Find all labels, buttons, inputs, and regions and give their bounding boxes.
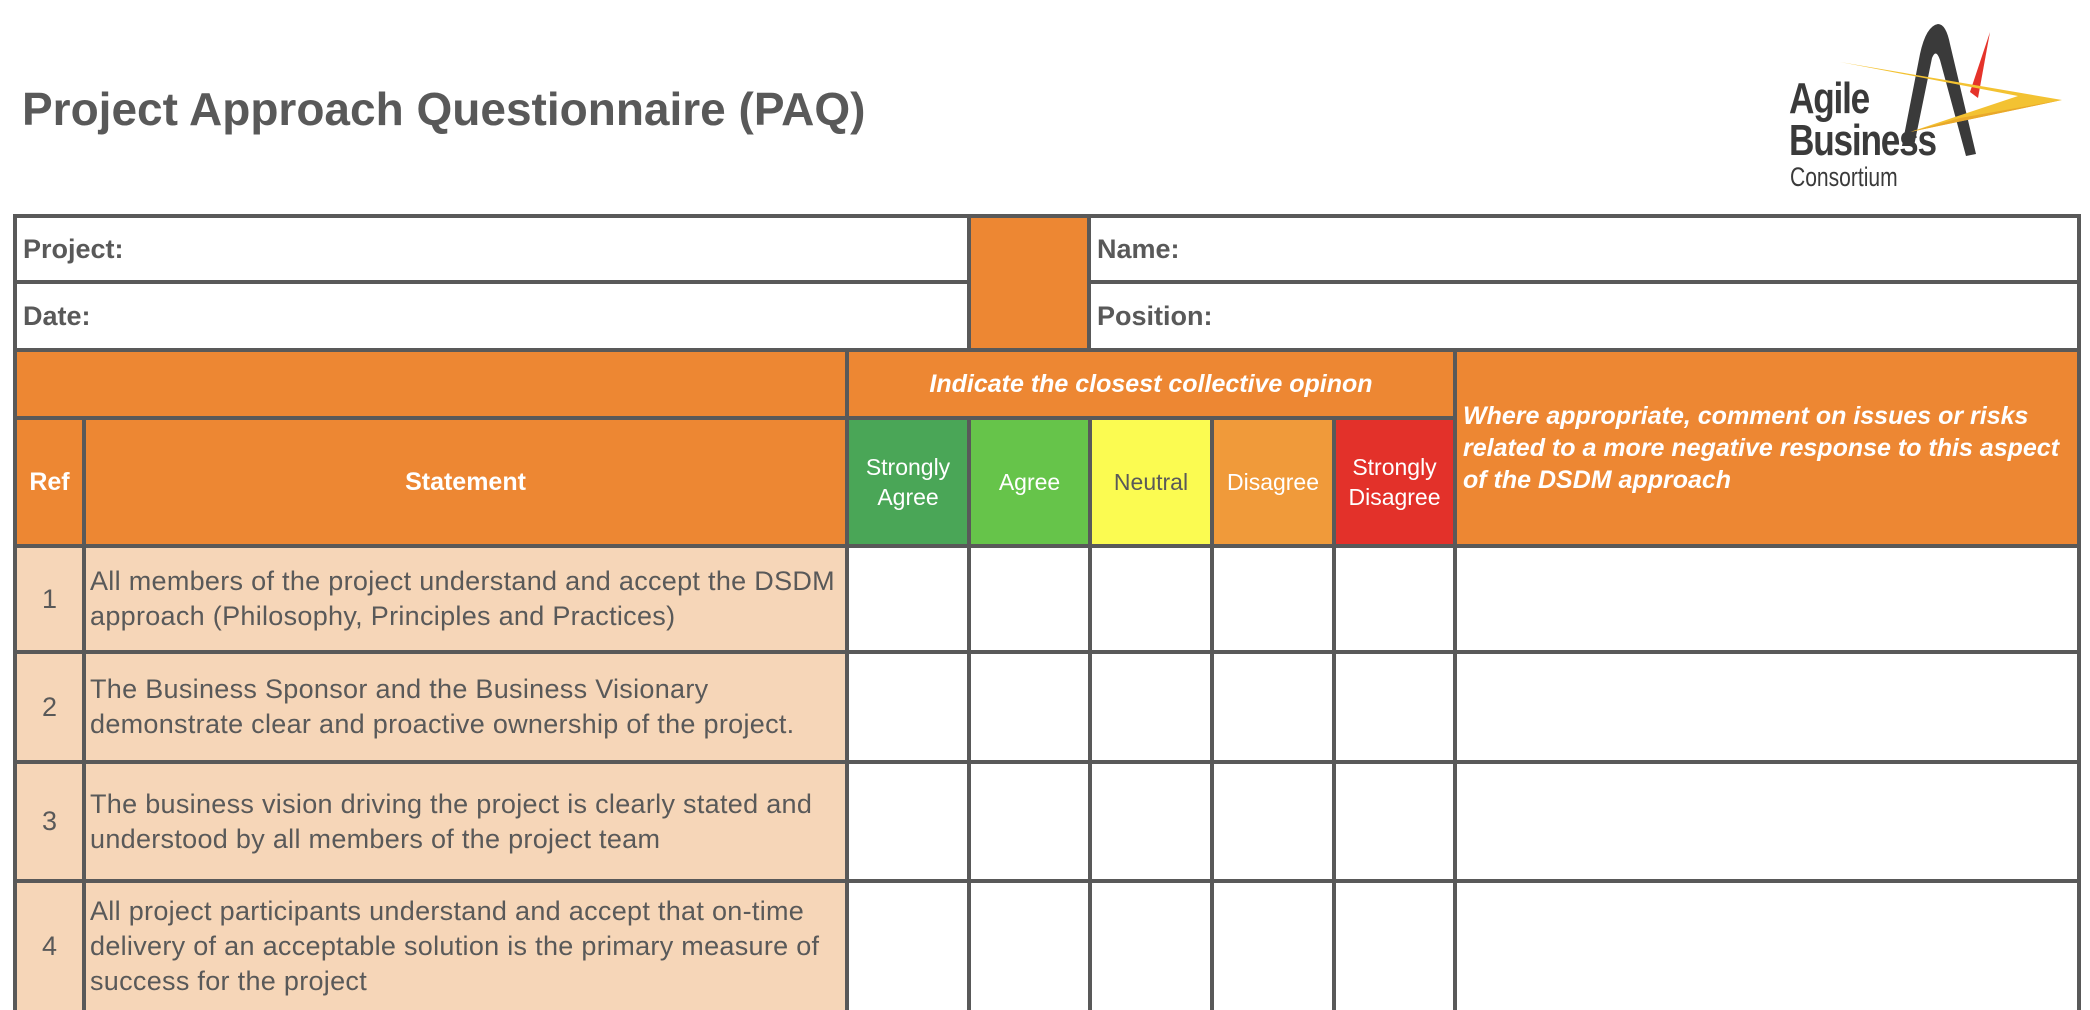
comment-header-text: Where appropriate, comment on issues or risks related to a more negative response to this aspect of the DSDM approach [1463, 402, 2060, 494]
comment-header [1453, 348, 2081, 548]
response-cell[interactable] [1210, 879, 1336, 1010]
row-statement: The business vision driving the project is clearly stated and understood by all members of the project team [82, 760, 849, 883]
logo-word-agile: Agile [1789, 74, 1870, 123]
option-header-1 [845, 416, 971, 548]
option-header-2 [967, 416, 1092, 548]
response-cell[interactable] [1088, 650, 1214, 764]
response-cell[interactable] [1332, 650, 1457, 764]
response-cell[interactable] [1210, 544, 1336, 654]
response-cell[interactable] [845, 650, 971, 764]
response-cell[interactable] [1210, 650, 1336, 764]
response-cell[interactable] [967, 879, 1092, 1010]
name-label: Name: [1097, 233, 1180, 264]
option-header-label: Strongly Disagree [1348, 454, 1441, 510]
project-field[interactable] [13, 214, 971, 284]
response-cell[interactable] [845, 760, 971, 883]
position-label: Position: [1097, 300, 1213, 331]
row-statement: All project participants understand and accept that on-time delivery of an acceptable solution is the primary measure of success for the project [82, 879, 849, 1010]
logo-word-consortium: Consortium [1790, 162, 1898, 192]
row-statement: The Business Sponsor and the Business Visionary demonstrate clear and proactive ownership of the project. [82, 650, 849, 764]
name-field[interactable] [1087, 214, 2081, 284]
response-cell[interactable] [845, 544, 971, 654]
response-cell[interactable] [967, 650, 1092, 764]
position-field[interactable] [1087, 280, 2081, 352]
statement-header-text: Statement [405, 467, 526, 496]
statement-header [82, 416, 849, 548]
response-cell[interactable] [1210, 760, 1336, 883]
response-cell[interactable] [967, 760, 1092, 883]
header-spacer [13, 348, 849, 420]
date-label: Date: [23, 300, 91, 331]
row-statement: All members of the project understand and accept the DSDM approach (Philosophy, Principles and Practices) [82, 544, 849, 654]
row-ref: 1 [13, 544, 86, 654]
response-cell[interactable] [1332, 760, 1457, 883]
option-header-3 [1088, 416, 1214, 548]
response-cell[interactable] [845, 879, 971, 1010]
divider-block [967, 214, 1091, 352]
comment-cell[interactable] [1453, 760, 2081, 883]
opinion-header [845, 348, 1457, 420]
row-ref: 3 [13, 760, 86, 883]
opinion-header-text: Indicate the closest collective opinon [929, 369, 1373, 398]
row-ref: 2 [13, 650, 86, 764]
response-cell[interactable] [1332, 544, 1457, 654]
date-field[interactable] [13, 280, 971, 352]
response-cell[interactable] [1332, 879, 1457, 1010]
option-header-label: Strongly Agree [865, 454, 951, 510]
option-header-label: Disagree [1226, 469, 1320, 495]
response-cell[interactable] [1088, 544, 1214, 654]
response-cell[interactable] [1088, 760, 1214, 883]
logo-word-business: Business [1789, 116, 1936, 165]
option-header-4 [1210, 416, 1336, 548]
response-cell[interactable] [967, 544, 1092, 654]
option-header-label: Agree [998, 469, 1061, 495]
ref-header-text: Ref [29, 467, 70, 496]
project-label: Project: [23, 233, 124, 264]
page-title: Project Approach Questionnaire (PAQ) [22, 83, 866, 135]
option-header-5 [1332, 416, 1457, 548]
comment-cell[interactable] [1453, 650, 2081, 764]
response-cell[interactable] [1088, 879, 1214, 1010]
option-header-label: Neutral [1113, 469, 1189, 495]
comment-cell[interactable] [1453, 544, 2081, 654]
ref-header [13, 416, 86, 548]
row-ref: 4 [13, 879, 86, 1010]
comment-cell[interactable] [1453, 879, 2081, 1010]
